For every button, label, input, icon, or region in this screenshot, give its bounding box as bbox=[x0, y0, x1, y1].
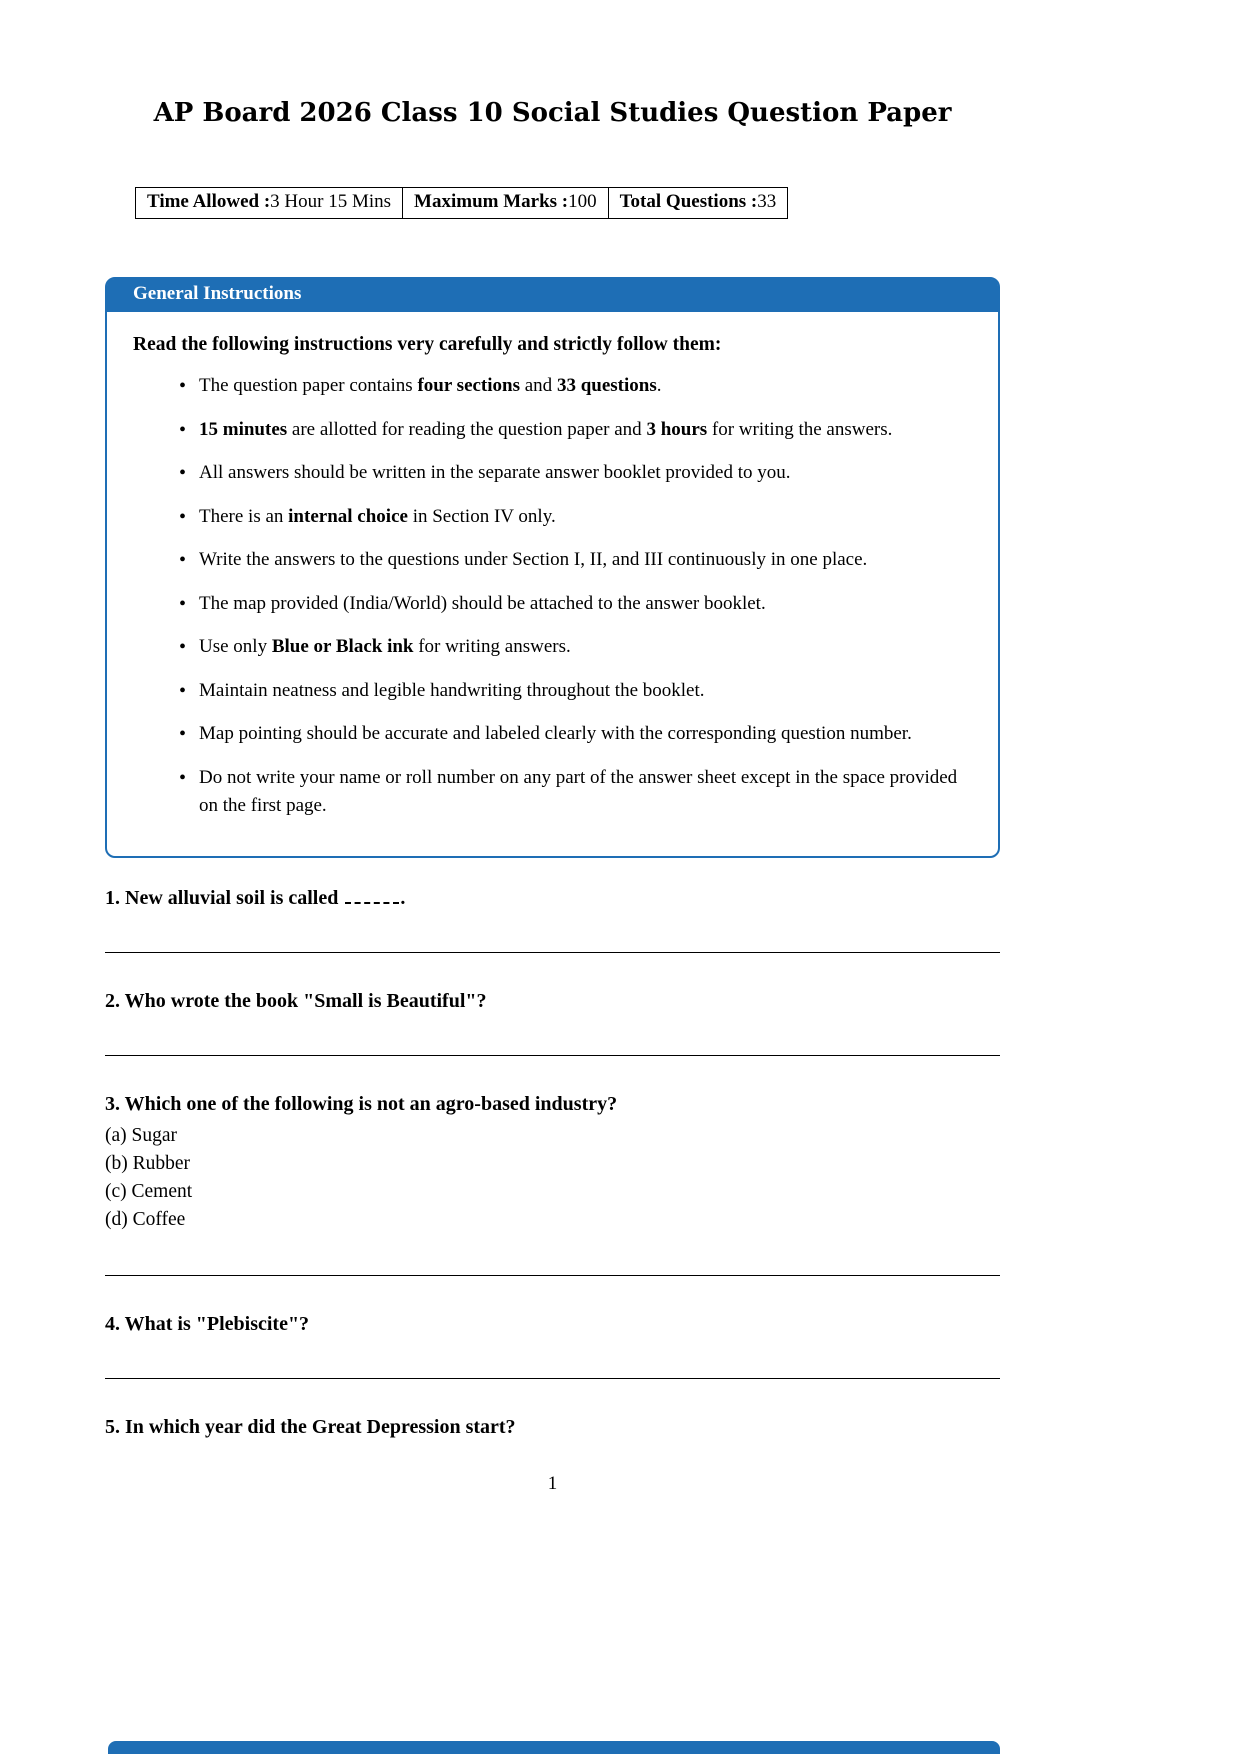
general-instructions-box bbox=[105, 277, 1000, 858]
meta-value: 33 bbox=[757, 191, 777, 213]
meta-value: 3 Hour 15 Mins bbox=[270, 191, 392, 213]
meta-cell-maximum-marks bbox=[403, 188, 609, 219]
meta-table bbox=[135, 187, 788, 219]
question-options bbox=[105, 1122, 1000, 1235]
instruction-list bbox=[177, 372, 972, 821]
question-option: (b) Rubber bbox=[105, 1152, 191, 1174]
instruction-item: • 15 minutes are allotted for reading the question paper and 3 hours for writing the answers. bbox=[177, 416, 972, 445]
question-divider bbox=[105, 1275, 1000, 1276]
instruction-item: • There is an internal choice in Section IV only. bbox=[177, 503, 972, 532]
question-option: (c) Cement bbox=[105, 1181, 193, 1203]
meta-label: Time Allowed : bbox=[147, 191, 271, 213]
question-text: 1. New alluvial soil is called . bbox=[105, 886, 406, 909]
question-1 bbox=[105, 884, 1000, 912]
general-instructions-body bbox=[107, 312, 998, 856]
meta-value: 100 bbox=[568, 191, 597, 213]
instruction-item: • Use only Blue or Black ink for writing answers. bbox=[177, 633, 972, 662]
meta-label: Total Questions : bbox=[619, 191, 758, 213]
general-instructions-header: General Instructions bbox=[107, 279, 998, 312]
question-divider bbox=[105, 1378, 1000, 1379]
next-page-box-header-partial bbox=[108, 1741, 1000, 1754]
question-text: 2. Who wrote the book "Small is Beautiful"? bbox=[105, 989, 487, 1012]
instruction-item: • Map pointing should be accurate and labeled clearly with the corresponding question number. bbox=[177, 720, 972, 749]
question-divider bbox=[105, 952, 1000, 953]
question-4 bbox=[105, 1310, 1000, 1338]
question-option: (d) Coffee bbox=[105, 1209, 186, 1231]
question-2 bbox=[105, 987, 1000, 1015]
instruction-item: • All answers should be written in the separate answer booklet provided to you. bbox=[177, 459, 972, 488]
instructions-intro: Read the following instructions very carefully and strictly follow them: bbox=[133, 334, 722, 356]
instruction-item: • Write the answers to the questions under Section I, II, and III continuously in one place. bbox=[177, 546, 972, 575]
question-text: 3. Which one of the following is not an agro-based industry? bbox=[105, 1092, 618, 1115]
instruction-item: • The question paper contains four sections and 33 questions. bbox=[177, 372, 972, 401]
question-text: 4. What is "Plebiscite"? bbox=[105, 1312, 310, 1335]
question-5 bbox=[105, 1413, 1000, 1441]
meta-label: Maximum Marks : bbox=[414, 191, 569, 213]
instruction-item: • Maintain neatness and legible handwriting throughout the booklet. bbox=[177, 677, 972, 706]
question-divider bbox=[105, 1055, 1000, 1056]
instruction-item: • Do not write your name or roll number on any part of the answer sheet except in the space provided on the first page. bbox=[177, 764, 972, 821]
page-number: 1 bbox=[547, 1472, 558, 1494]
question-text: 5. In which year did the Great Depression start? bbox=[105, 1415, 516, 1438]
answer-blank bbox=[345, 889, 399, 904]
meta-cell-time-allowed bbox=[136, 188, 403, 219]
instruction-item: • The map provided (India/World) should be attached to the answer booklet. bbox=[177, 590, 972, 619]
meta-row bbox=[136, 188, 788, 219]
question-3 bbox=[105, 1090, 1000, 1235]
document-page bbox=[105, 0, 1000, 1495]
questions bbox=[105, 884, 1000, 1441]
meta-cell-total-questions bbox=[608, 188, 788, 219]
page-title: AP Board 2026 Class 10 Social Studies Question Paper bbox=[153, 98, 952, 128]
question-option: (a) Sugar bbox=[105, 1124, 178, 1146]
